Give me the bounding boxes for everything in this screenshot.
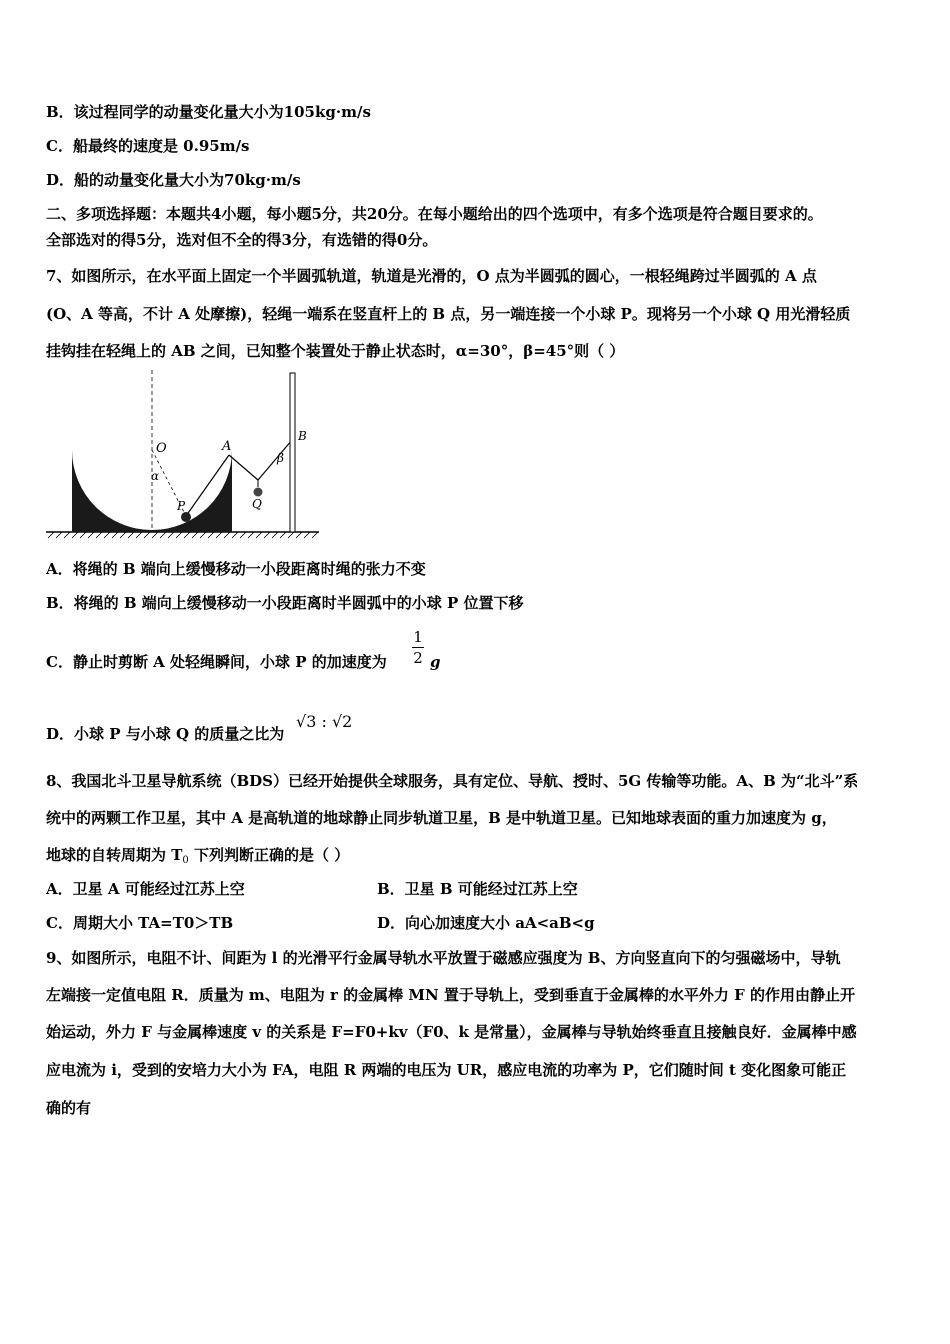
q7-stem-line3: 挂钩挂在轻绳上的 AB 之间，已知整个装置处于静止状态时，α=30°，β=45°则（ ） — [46, 342, 625, 360]
section2-header-line2: 全部选对的得5分，选对但不全的得3分，有选错的得0分。 — [46, 231, 438, 249]
q7-option-c-g: g — [430, 653, 441, 671]
q9-stem-line3: 始运动，外力 F 与金属棒速度 v 的关系是 F=F0+kv（F0、k 是常量），金属棒与导轨始终垂直且接触良好．金属棒中感 — [46, 1023, 857, 1041]
q7-option-b: B．将绳的 B 端向上缓慢移动一小段距离时半圆弧中的小球 P 位置下移 — [46, 594, 524, 612]
q7-stem-line1: 7、如图所示，在水平面上固定一个半圆弧轨道，轨道是光滑的，O 点为半圆弧的圆心，一根轻绳跨过半圆弧的 A 点 — [46, 267, 817, 285]
fraction-denominator: 2 — [413, 649, 423, 667]
q6-option-c: C．船最终的速度是 0.95m/s — [46, 137, 250, 155]
label-q: Q — [252, 497, 262, 511]
q9-stem-line5: 确的有 — [46, 1099, 92, 1117]
q9-stem-line1: 9、如图所示，电阻不计、间距为 l 的光滑平行金属导轨水平放置于磁感应强度为 B、方向竖直向下的匀强磁场中，导轨 — [46, 949, 841, 967]
q9-stem-line2: 左端接一定值电阻 R．质量为 m、电阻为 r 的金属棒 MN 置于导轨上，受到垂直于金属棒的水平外力 F 的作用由静止开 — [46, 986, 855, 1004]
q7-option-c-fraction — [412, 628, 424, 667]
rope-a-hook — [229, 455, 258, 480]
ball-p — [181, 512, 191, 522]
q7-option-c: C．静止时剪断 A 处轻绳瞬间，小球 P 的加速度为 — [46, 653, 387, 671]
label-o: O — [156, 441, 167, 456]
vertical-pole — [290, 373, 295, 532]
q8-stem-line2: 统中的两颗工作卫星，其中 A 是高轨道的地球静止同步轨道卫星，B 是中轨道卫星。已知地球表面的重力加速度为 g， — [46, 809, 837, 827]
section2-header-line1: 二、多项选择题：本题共4小题，每小题5分，共20分。在每小题给出的四个选项中，有多个选项是符合题目要求的。 — [46, 205, 823, 223]
q7-option-d: D．小球 P 与小球 Q 的质量之比为 — [46, 725, 285, 743]
label-beta: β — [277, 451, 284, 465]
ball-q — [254, 488, 263, 497]
label-a: A — [222, 439, 232, 454]
q9-stem-line4: 应电流为 i，受到的安培力大小为 FA，电阻 R 两端的电压为 UR，感应电流的功率为 P，它们随时间 t 变化图象可能正 — [46, 1061, 847, 1079]
label-b: B — [298, 429, 307, 443]
q7-option-d-ratio: √3 : √2 — [296, 712, 353, 731]
q7-figure — [44, 370, 324, 540]
q8-line3-post: 下列判断正确的是（ ） — [188, 846, 350, 864]
q8-option-c: C．周期大小 TA=T0＞TB — [46, 914, 234, 932]
ground-hatch — [48, 532, 318, 538]
q8-stem-line1: 8、我国北斗卫星导航系统（BDS）已经开始提供全球服务，具有定位、导航、授时、5G 传输等功能。A、B 为“北斗”系 — [46, 772, 859, 790]
q7-stem-line2: (O、A 等高，不计 A 处摩擦)，轻绳一端系在竖直杆上的 B 点，另一端连接一个小球 P。现将另一个小球 Q 用光滑轻质 — [46, 305, 851, 323]
label-p: P — [177, 499, 186, 513]
q7-option-a: A．将绳的 B 端向上缓慢移动一小段距离时绳的张力不变 — [46, 560, 426, 578]
q8-option-b: B．卫星 B 可能经过江苏上空 — [377, 880, 578, 898]
q6-option-d: D．船的动量变化量大小为70kg·m/s — [46, 171, 301, 189]
q8-line3-pre: 地球的自转周期为 T — [46, 846, 183, 864]
q6-option-b: B．该过程同学的动量变化量大小为105kg·m/s — [46, 103, 371, 121]
fraction-numerator: 1 — [413, 628, 423, 646]
rope-hook-b — [258, 440, 292, 480]
label-alpha: α — [151, 469, 160, 483]
q8-option-d: D．向心加速度大小 aA<aB<g — [377, 914, 595, 932]
q8-line3-sub: 0 — [182, 855, 189, 866]
q8-stem-line3 — [46, 845, 349, 871]
q8-option-a: A．卫星 A 可能经过江苏上空 — [46, 880, 245, 898]
